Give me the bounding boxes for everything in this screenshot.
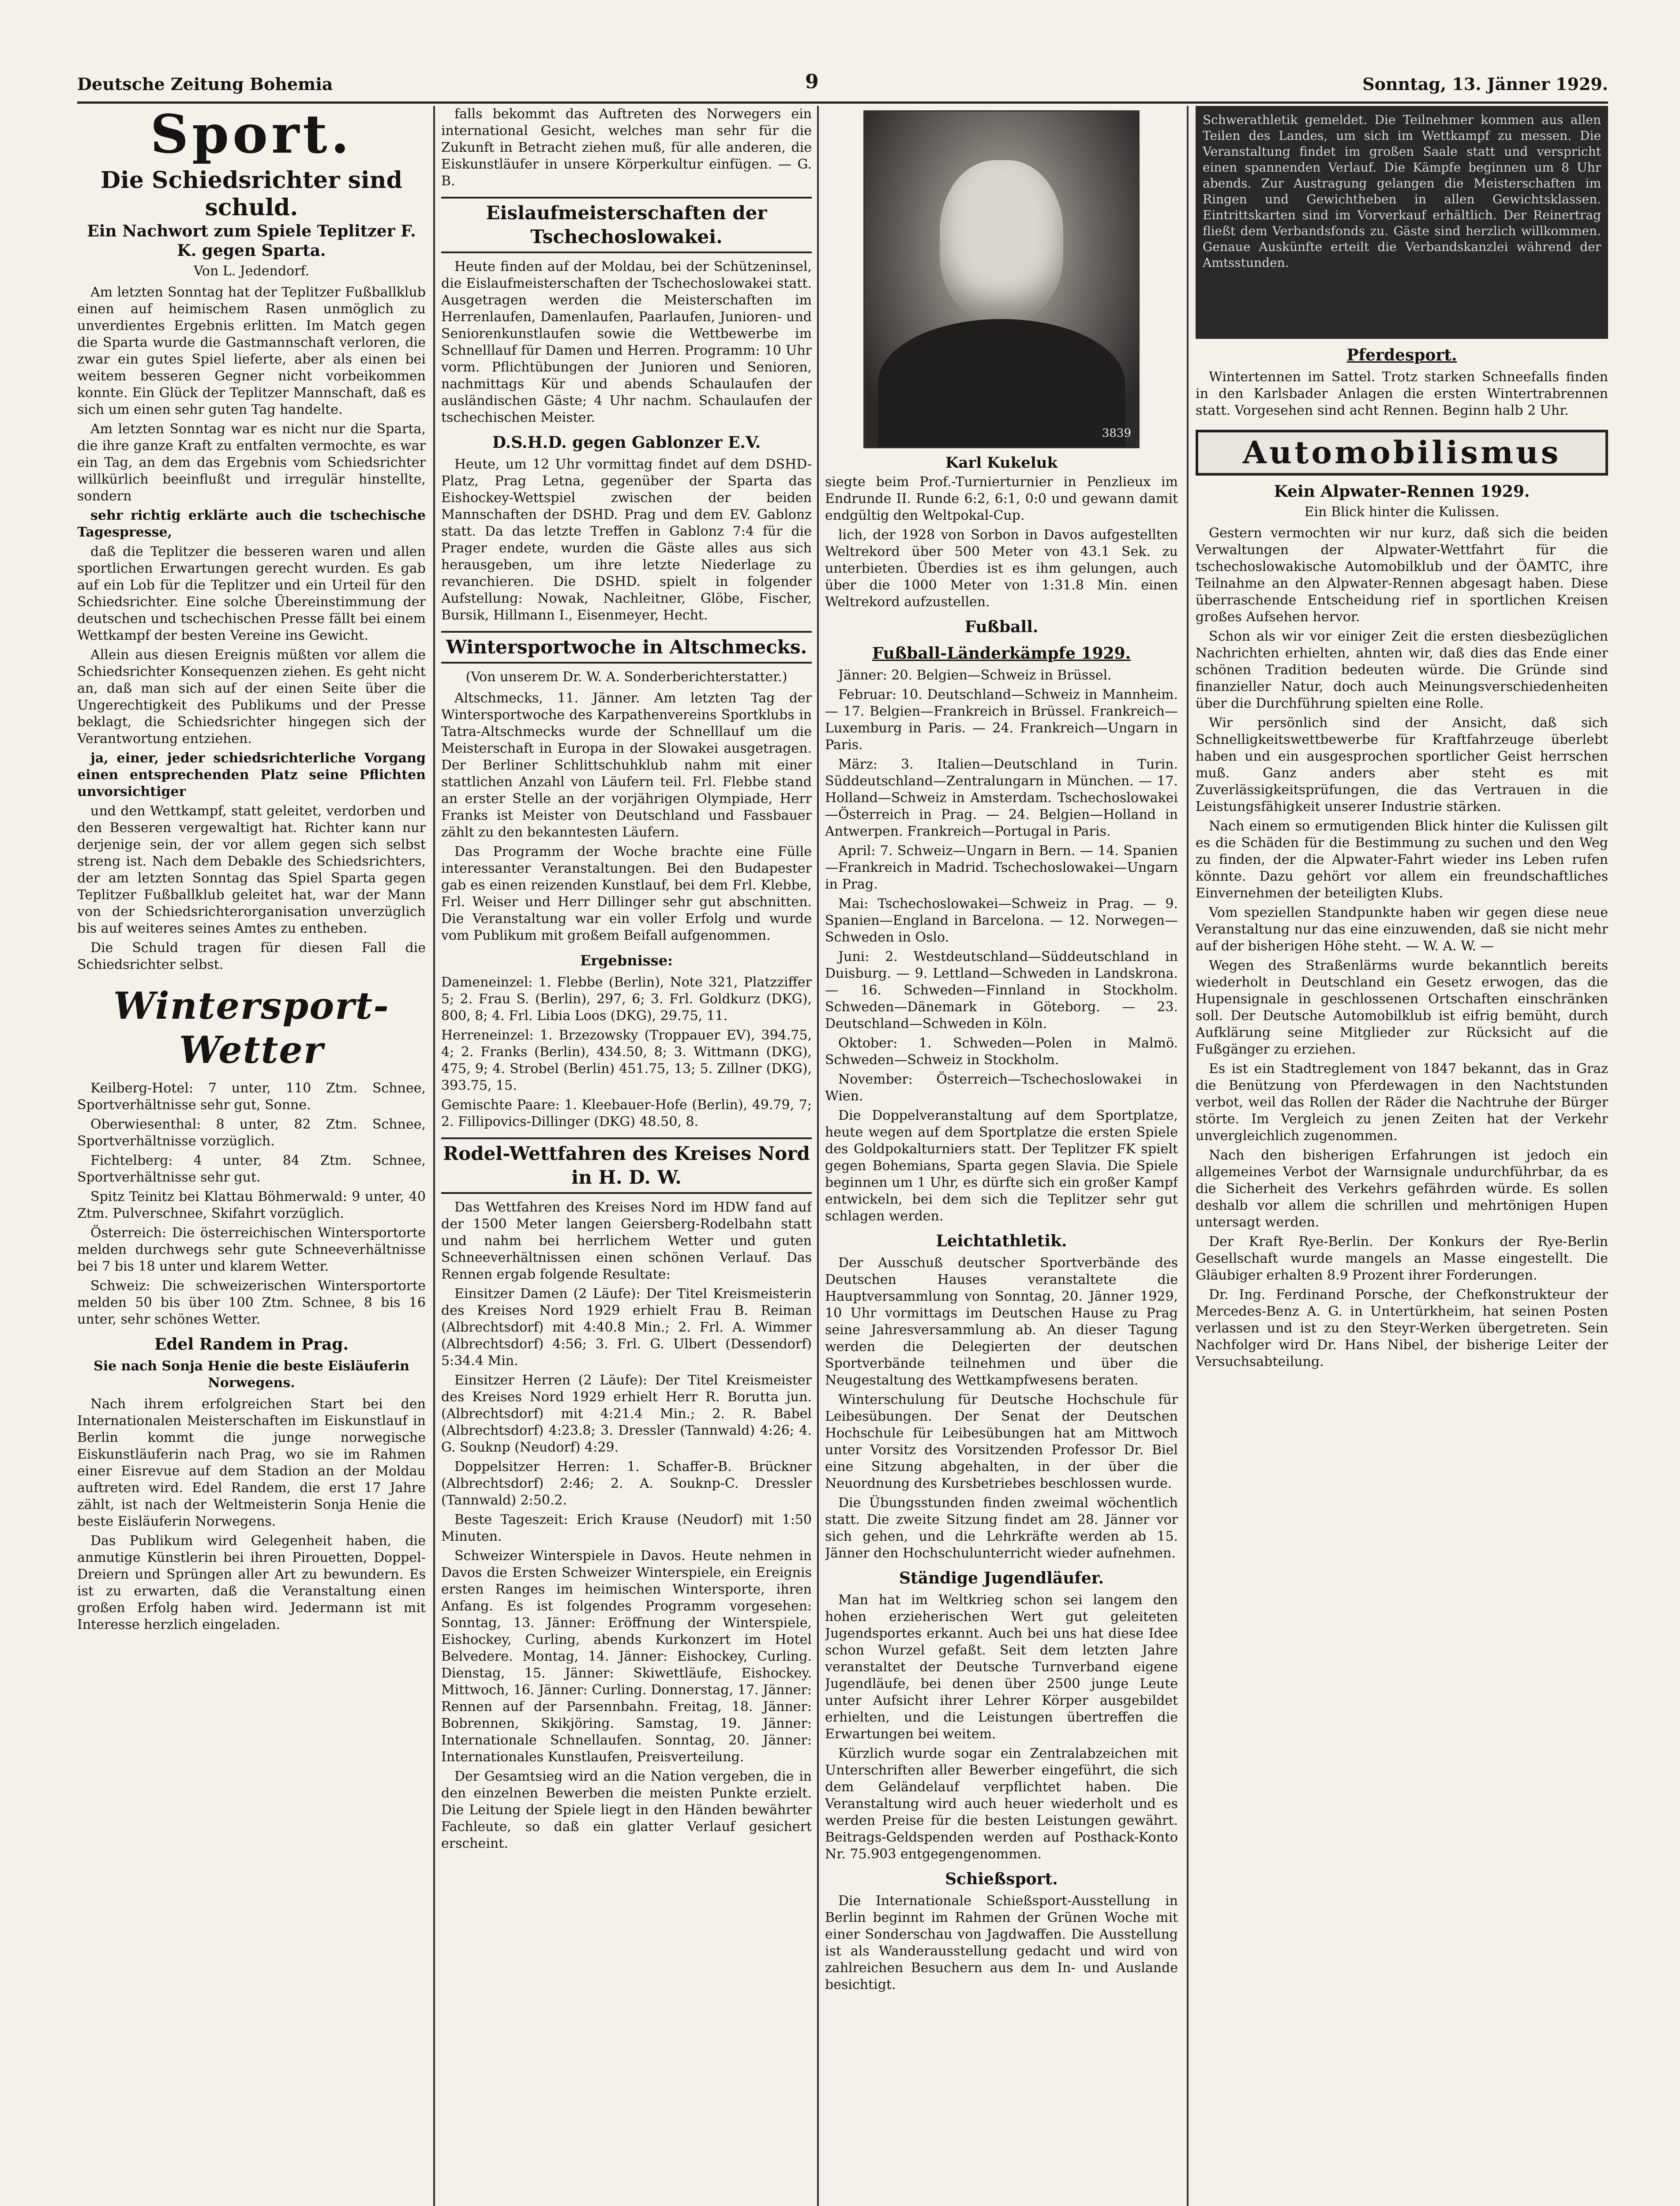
results-line: Dameneinzel: 1. Flebbe (Berlin), Note 321, Platzziffer 5; 2. Frau S. (Berlin), 297, 6; 3. Frl. Goldkurz (DKG), 800, 8; 4. Frl. Libia Loos (DKG), 29.75, 11. bbox=[441, 975, 812, 1024]
laender-headline: Fußball-Länderkämpfe 1929. bbox=[872, 644, 1131, 663]
article-paragraph: Einsitzer Damen (2 Läufe): Der Titel Kreismeisterin des Kreises Nord 1929 erhielt Frau B. Reiman (Albrechtsdorf) mit 4:40.8 Min.; 2. Frl. A. Wimmer (Albrechtsdorf) 4:56; 3. Frl. G. Ulbert (Dessendorf) 5:34.4 Min. bbox=[441, 1286, 812, 1369]
article-paragraph: Wir persönlich sind der Ansicht, daß sich Schnelligkeitswettbewerbe für Kraftfahrzeuge überlebt haben und ein ausgesprochen sportlicher Geist herrschen muß. Ganz anders aber steht es mit Zuverlässigkeitsprüfungen, die das Vertrauen in die Leistungsfähigkeit unserer Industrie stärken. bbox=[1196, 715, 1608, 814]
section-title: Sport. bbox=[150, 106, 353, 165]
article-emphasis: sehr richtig erklärte auch die tschechische Tagespresse, bbox=[77, 508, 426, 540]
alpwater-headline: Kein Alpwater-Rennen 1929. bbox=[1274, 482, 1530, 501]
portrait-photo bbox=[863, 110, 1140, 448]
article-paragraph: Beste Tageszeit: Erich Krause (Neudorf) mit 1:50 Minuten. bbox=[441, 1512, 812, 1544]
article-paragraph: Winterschulung für Deutsche Hochschule für Leibesübungen. Der Senat der Deutschen Hochschule für Leibesübungen hat am Mittwoch unter Vorsitz des Vorsitzenden Professor Dr. Biel eine Sitzung abgehalten, in der über die Neuordnung des Kursbetriebes beschlossen wurde. bbox=[825, 1392, 1178, 1491]
article-paragraph: Nach ihrem erfolgreichen Start bei den Internationalen Meisterschaften im Eiskunstlauf in Berlin kommt die junge norwegische Eiskunstläuferin nach Prag, wo sie im Rahmen einer Eisrevue auf dem Stadion an der Moldau auftreten wird. Edel Randem, die erst 17 Jahre zählt, ist nach der Weltmeisterin Sonja Henie die beste Eisläuferin Norwegens. bbox=[77, 1396, 426, 1529]
column-3 bbox=[825, 106, 1178, 2206]
jugend-heading: Ständige Jugendläufer. bbox=[899, 1569, 1104, 1587]
article-paragraph: Die Schuld tragen für diesen Fall die Schiedsrichter selbst. bbox=[77, 940, 426, 972]
pferdesport-heading: Pferdesport. bbox=[1346, 346, 1457, 364]
weather-report: Österreich: Die österreichischen Wintersportorte melden durchwegs sehr gute Schneeverhältnisse bei 7 bis 18 unter und klarem Wetter. bbox=[77, 1225, 426, 1274]
page-number: 9 bbox=[805, 71, 819, 93]
article-paragraph: Wintertennen im Sattel. Trotz starken Schneefalls finden in den Karlsbader Anlagen die ersten Wintertrabrennen statt. Vorgesehen sind acht Rennen. Beginn halb 2 Uhr. bbox=[1196, 369, 1608, 418]
article-paragraph: Schweizer Winterspiele in Davos. Heute nehmen in Davos die Ersten Schweizer Winterspiele, ein Ereignis ersten Ranges im heimischen Wintersporte, ihren Anfang. Es ist folgendes Programm vorgesehen: Sonntag, 13. Jänner: Eröffnung der Winterspiele, Eishockey, Curling, abends Kurkonzert im Hotel Belvedere. Montag, 14. Jänner: Eishockey, Curling. Dienstag, 15. Jänner: Skiwettläufe, Eishockey. Mittwoch, 16. Jänner: Curling. Donnerstag, 17. Jänner: Rennen auf der Parsennbahn. Freitag, 18. Jänner: Bobrennen, Skikjöring. Samstag, 19. Jänner: Internationale Schnellaufen. Sonntag, 20. Jänner: Internationales Kunstlaufen, Preisverteilung. bbox=[441, 1548, 812, 1765]
column-rule bbox=[1187, 106, 1189, 2206]
randem-subheadline: Sie nach Sonja Henie die beste Eisläuferin Norwegens. bbox=[94, 1358, 409, 1391]
fixture-line: November: Österreich—Tschechoslowakei in Wien. bbox=[825, 1072, 1178, 1104]
article-paragraph: Heute finden auf der Moldau, bei der Schützeninsel, die Eislaufmeisterschaften der Tschechoslowakei statt. Ausgetragen werden die Meisterschaften im Herrenlaufen, Damenlaufen, Paarlaufen, Junioren- und Seniorenkunstlaufen sowie die Wettbewerbe im Schnelllauf für Damen und Herren. Programm: 10 Uhr vorm. Pflichtübungen der Junioren und Senioren, nachmittags Kür und abends Schaulaufen der ausländischen Gäste; 4 Uhr nachm. Schaulaufen der tschechischen Meister. bbox=[441, 259, 812, 425]
article-paragraph: Der Ausschuß deutscher Sportverbände des Deutschen Hauses veranstaltete die Hauptversammlung von Sonntag, 20. Jänner 1929, 10 Uhr vormittags im Deutschen Hause zu Prag seine Jahresversammlung ab. An dieser Tagung werden die Delegierten der deutschen Sportverbände teilnehmen und über die Neugestaltung des Wettkampfwesens beraten. bbox=[825, 1255, 1178, 1388]
results-heading: Ergebnisse: bbox=[580, 952, 673, 969]
column-rule bbox=[817, 106, 819, 2206]
article-paragraph: Man hat im Weltkrieg schon sei langem den hohen erzieherischen Wert gut geleiteten Jugendsportes erkannt. Auch bei uns hat diese Idee schon Wurzel gefaßt. Seit dem letzten Jahre veranstaltet der Deutsche Turnverband eigene Jugendläufe, bei denen über 2500 junge Leute unter Aufsicht ihrer Lehrer Körper ausgebildet erhielten, und die Leistungen übertreffen die Erwartungen bei weitem. bbox=[825, 1592, 1178, 1742]
article-paragraph: Doppelsitzer Herren: 1. Schaffer-B. Brückner (Albrechtsdorf) 2:46; 2. A. Souknp-C. Dressler (Tannwald) 2:50.2. bbox=[441, 1459, 812, 1508]
fixture-line: Jänner: 20. Belgien—Schweiz in Brüssel. bbox=[838, 668, 1112, 683]
article-paragraph: falls bekommt das Auftreten des Norwegers ein international Gesicht, welches man sehr für die Zukunft in Betracht ziehen muß, für alle anderen, die Eiskunstläufer in unsere Körperkultur einfügen. — G. B. bbox=[441, 106, 812, 189]
schiesssport-heading: Schießsport. bbox=[945, 1870, 1058, 1888]
leichtathletik-heading: Leichtathletik. bbox=[936, 1232, 1067, 1250]
automobilismus-banner: Automobilismus bbox=[1196, 430, 1608, 476]
column-4 bbox=[1196, 106, 1608, 2206]
fixture-line: Mai: Tschechoslowakei—Schweiz in Prag. — 9. Spanien—England in Barcelona. — 12. Norwegen—Schweden in Oslo. bbox=[825, 896, 1178, 945]
article-emphasis: ja, einer, jeder schiedsrichterliche Vorgang einen entsprechenden Platz seine Pflichten unvorsichtiger bbox=[77, 750, 426, 799]
byline: Von L. Jedendorf. bbox=[193, 263, 310, 279]
article-paragraph: Die Doppelveranstaltung auf dem Sportplatze, heute wegen auf dem Sportplatze die ersten Spiele des Goldpokalturniers statt. Der Teplitzer FK spielt gegen Bohemians, Sparta gegen Slavia. Die Spiele beginnen um 1 Uhr, es dürfte sich ein großer Kampf entwickeln, bei dem sich die Teplitzer sehr gut schlagen werden. bbox=[825, 1108, 1178, 1224]
article-paragraph: und den Wettkampf, statt geleitet, verdorben und den Besseren vergewaltigt hat. Richter kann nur derjenige sein, der vor allem gegen sich selbst streng ist. Nach dem Debakle des Schiedsrichters, der am letzten Sonntag das Spiel Sparta gegen Teplitzer Fußballklub geleitet hat, war der Mann von der Schiedsrichterorganisation unverzüglich bis auf weiteres seines Amtes zu entheben. bbox=[77, 803, 426, 936]
weather-report: Schweiz: Die schweizerischen Wintersportorte melden 50 bis über 100 Ztm. Schnee, 8 bis 16 unter, sehr schönes Wetter. bbox=[77, 1278, 426, 1327]
portrait-shoulders bbox=[878, 319, 1125, 447]
issue-date: Sonntag, 13. Jänner 1929. bbox=[1362, 74, 1608, 94]
article-paragraph: Altschmecks, 11. Jänner. Am letzten Tag der Wintersportwoche des Karpathenvereins Sportklubs in Tatra-Altschmecks wurde der Schnelllauf um die Meisterschaft in Europa in der Slowakei ausgetragen. Der Berliner Schlittschuhklub nahm mit einer stattlichen Anzahl von Läufern teil. Frl. Flebbe stand an erster Stelle an der vorjährigen Olympiade, Herr Franks ist Meister von Deutschland und Fassbauer zählt zu den bekanntesten Läufern. bbox=[441, 690, 812, 840]
article-paragraph: Dr. Ing. Ferdinand Porsche, der Chefkonstrukteur der Mercedes-Benz A. G. in Untertürkheim, hat seinen Posten verlassen und ist zu den Steyr-Werken übergetreten. Sein Nachfolger wird Dr. Hans Nibel, der bisherige Leiter der Versuchsabteilung. bbox=[1196, 1287, 1608, 1369]
headline: Die Schiedsrichter sind schuld. bbox=[101, 167, 402, 221]
eislauf-headline: Eislaufmeisterschaften der Tschechoslowakei. bbox=[441, 197, 812, 253]
randem-headline: Edel Randem in Prag. bbox=[154, 1335, 349, 1354]
results-line: Herreneinzel: 1. Brzezowsky (Troppauer EV), 394.75, 4; 2. Franks (Berlin), 434.50, 8; 3. Wittmann (DKG), 475, 9; 4. Strobel (Berlin) 451.75, 13; 5. Zillner (DKG), 393.75, 15. bbox=[441, 1028, 812, 1093]
article-paragraph: Heute, um 12 Uhr vormittag findet auf dem DSHD-Platz, Prag Letna, gegenüber der Sparta das Eishockey-Wettspiel zwischen der beiden Mannschaften der DSHD. Prag und dem EV. Gablonz statt. Da das letzte Treffen in Gablonz 7:4 für die Prager endete, wurden die Gäste alles aus sich herausgeben, um ihre letzte Niederlage zu revanchieren. Die DSHD. spielt in folgender Aufstellung: Nowak, Nachleitner, Glöbe, Fischer, Bursik, Hillmann I., Eisenmeyer, Hecht. bbox=[441, 457, 812, 623]
portrait-face bbox=[940, 160, 1063, 319]
article-paragraph: Nach den bisherigen Erfahrungen ist jedoch ein allgemeines Verbot der Warnsignale undurchführbar, da es die Sicherheit des Verkehrs gefährden würde. Es sollen deshalb vor allem die schrillen und mehrtönigen Hupen untersagt werden. bbox=[1196, 1148, 1608, 1230]
article-paragraph: Allein aus diesen Ereignis müßten vor allem die Schiedsrichter Konsequenzen ziehen. Es geht nicht an, daß man sich auf der einen Seite über die Ungerechtigkeit des Publikums und der Presse beklagt, die Schiedsrichter hingegen sich der Verantwortung entziehen. bbox=[77, 647, 426, 747]
dark-printed-block: Schwerathletik gemeldet. Die Teilnehmer kommen aus allen Teilen des Landes, um sich im Wettkampf zu messen. Die Veranstaltung findet im großen Saale statt und verspricht einen spannenden Verlauf. Die Kämpfe beginnen um 8 Uhr abends. Zur Austragung gelangen die Meisterschaften im Ringen und Gewichtheben in allen Gewichtsklassen. Eintrittskarten sind im Vorverkauf erhältlich. Der Reinertrag fließt dem Verbandsfonds zu. Gäste sind herzlich willkommen. Genaue Auskünfte erteilt die Verbandskanzlei während der Amtsstunden. bbox=[1196, 106, 1608, 339]
fixture-line: Juni: 2. Westdeutschland—Süddeutschland in Duisburg. — 9. Lettland—Schweden in Landskrona. — 16. Schweden—Finnland in Stockholm. Schweden—Dänemark in Göteborg. — 23. Deutschland—Schweden in Köln. bbox=[825, 949, 1178, 1032]
article-paragraph: Das Programm der Woche brachte eine Fülle interessanter Veranstaltungen. Bei den Budapester gab es einen reizenden Kunstlauf, bei dem Frl. Klebbe, Frl. Weiser und Herr Dillinger sehr gut abschnitten. Die Veranstaltung war ein voller Erfolg und wurde vom Publikum mit großem Beifall aufgenommen. bbox=[441, 844, 812, 943]
article-paragraph: Der Kraft Rye-Berlin. Der Konkurs der Rye-Berlin Gesellschaft wurde mangels an Masse eingestellt. Die Gläubiger erhalten 8.9 Prozent ihrer Forderungen. bbox=[1196, 1234, 1608, 1283]
column-rule bbox=[433, 106, 435, 2206]
weather-report: Spitz Teinitz bei Klattau Böhmerwald: 9 unter, 40 Ztm. Pulverschnee, Skifahrt vorzüglich. bbox=[77, 1189, 426, 1221]
fixture-line: Oktober: 1. Schweden—Polen in Malmö. Schweden—Schweiz in Stockholm. bbox=[825, 1035, 1178, 1068]
article-paragraph: Vom speziellen Standpunkte haben wir gegen diese neue Veranstaltung nur das eine einzuwenden, daß sie nicht mehr auf der bisherigen Höhe steht. — W. A. W. — bbox=[1196, 905, 1608, 954]
fixture-line: Februar: 10. Deutschland—Schweiz in Mannheim. — 17. Belgien—Frankreich in Brüssel. Frankreich—Luxemburg in Paris. — 24. Frankreich—Ungarn in Paris. bbox=[825, 687, 1178, 753]
article-paragraph: Es ist ein Stadtreglement von 1847 bekannt, das in Graz die Benützung von Pferdewagen in den Nachtstunden verbot, weil das Rollen der Räder die Nachtruhe der Bürger störte. Im Vergleich zu jenen Zeiten hat der Verkehr unvergleichlich zugenommen. bbox=[1196, 1061, 1608, 1144]
rodel-headline: Rodel-Wettfahren des Kreises Nord in H. D. W. bbox=[441, 1137, 812, 1194]
article-paragraph: Gestern vermochten wir nur kurz, daß sich die beiden Verwaltungen der Alpwater-Wettfahrt für die tschechoslowakische Automobilklub und der ÖAMTC, ihre Teilnahme an den Alpwater-Rennen abgesagt haben. Diese überraschende Entscheidung rief in sportlichen Kreisen großes Aufsehen hervor. bbox=[1196, 525, 1608, 625]
weather-report: Keilberg-Hotel: 7 unter, 110 Ztm. Schnee, Sportverhältnisse sehr gut, Sonne. bbox=[77, 1080, 426, 1113]
fixture-line: März: 3. Italien—Deutschland in Turin. Süddeutschland—Zentralungarn in München. — 17. Holland—Schweiz in Amsterdam. Tschechoslowakei—Österreich in Prag. — 24. Belgien—Holland in Antwerpen. Frankreich—Portugal in Paris. bbox=[825, 757, 1178, 839]
fixture-line: April: 7. Schweiz—Ungarn in Bern. — 14. Spanien—Frankreich in Madrid. Tschechoslowakei—Ungarn in Prag. bbox=[825, 843, 1178, 892]
masthead bbox=[77, 71, 1608, 104]
photo-text: siegte beim Prof.-Turnierturnier in Penzlieux im Endrunde II. Runde 6:2, 6:1, 0:0 und gewann damit endgültig den Weltpokal-Cup. bbox=[825, 474, 1178, 523]
weather-report: Oberwiesenthal: 8 unter, 82 Ztm. Schnee, Sportverhältnisse vorzüglich. bbox=[77, 1117, 426, 1149]
article-paragraph: Die Internationale Schießsport-Ausstellung in Berlin beginnt im Rahmen der Grünen Woche mit einer Sonderschau von Jagdwaffen. Die Ausstellung ist als Wanderausstellung gedacht und wird von zahlreichen Besuchern aus dem In- und Auslande besichtigt. bbox=[825, 1893, 1178, 1992]
article-paragraph: lich, der 1928 von Sorbon in Davos aufgestellten Weltrekord über 500 Meter von 43.1 Sek. zu unterbieten. Überdies ist es ihm gelungen, auch über die 1000 Meter von 1:31.8 Min. einen Weltrekord aufzustellen. bbox=[825, 527, 1178, 610]
weather-title: Wintersport-Wetter bbox=[113, 984, 390, 1072]
photo-number: 3839 bbox=[1102, 427, 1131, 440]
wintersport-byline: (Von unserem Dr. W. A. Sonderberichterstatter.) bbox=[465, 669, 788, 685]
subheadline: Ein Nachwort zum Spiele Teplitzer F. K. gegen Sparta. bbox=[87, 222, 416, 260]
article-paragraph: Nach einem so ermutigenden Blick hinter die Kulissen gilt es die Schäden für die Bestimmung zu suchen und den Weg zu finden, der die Alpwater-Fahrt wieder ins Leben rufen könnte. Dazu gehört vor allem ein freundschaftliches Einvernehmen der beteiligten Klubs. bbox=[1196, 818, 1608, 901]
alpwater-subheadline: Ein Blick hinter die Kulissen. bbox=[1304, 504, 1500, 520]
wintersport-headline: Wintersportwoche in Altschmecks. bbox=[441, 631, 812, 664]
column-1 bbox=[77, 106, 426, 2206]
article-paragraph: Kürzlich wurde sogar ein Zentralabzeichen mit Unterschriften aller Bewerber eingeführt, die sich dem Geländelauf verpflichtet haben. Die Veranstaltung wird auch heuer wiederholt und es werden Preise für die besten Leistungen gewährt. Beitrags-Geldspenden werden auf Posthack-Konto Nr. 75.903 entgegengenommen. bbox=[825, 1746, 1178, 1862]
results-line: Gemischte Paare: 1. Kleebauer-Hofe (Berlin), 49.79, 7; 2. Fillipovics-Dillinger (DKG) 48.50, 8. bbox=[441, 1097, 812, 1129]
article-paragraph: Am letzten Sonntag hat der Teplitzer Fußballklub einen auf heimischem Rasen unmöglich zu unverdientes Ergebnis erlitten. Im Match gegen die Sparta wurde die Gastmannschaft verloren, die zwar ein gutes Spiel lieferte, aber als einen bei weitem besseren Gegner nicht vorbeikommen konnte. Ein Glück der Teplitzer Mannschaft, daß es sich um einen sehr guten Tag handelte. bbox=[77, 285, 426, 417]
dshd-headline: D.S.H.D. gegen Gablonzer E.V. bbox=[492, 433, 761, 452]
article-paragraph: Schon als wir vor einiger Zeit die ersten diesbezüglichen Nachrichten erhielten, ahnten wir, daß dies das Ende einer schönen Tradition bedeuten würde. Die Gründe sind finanzieller Natur, doch auch Meinungsverschiedenheiten über die Durchführung spielten eine Rolle. bbox=[1196, 629, 1608, 711]
article-paragraph: Das Wettfahren des Kreises Nord im HDW fand auf der 1500 Meter langen Geiersberg-Rodelbahn statt und nahm bei herrlichem Wetter und guten Schneeverhältnissen einen schönen Verlauf. Das Rennen ergab folgende Resultate: bbox=[441, 1200, 812, 1282]
article-paragraph: Die Übungsstunden finden zweimal wöchentlich statt. Die zweite Sitzung findet am 28. Jänner vor sich gehen, und die Lehrkräfte werden ab 15. Jänner den Hochschulunterricht wieder aufnehmen. bbox=[825, 1495, 1178, 1561]
article-paragraph: Das Publikum wird Gelegenheit haben, die anmutige Künstlerin bei ihren Pirouetten, Doppel-Dreiern und Sprüngen aller Art zu bewundern. Es ist zu erwarten, daß die Veranstaltung einen großen Erfolg haben wird. Jedermann ist mit Interesse herzlich eingeladen. bbox=[77, 1533, 426, 1632]
article-paragraph: Am letzten Sonntag war es nicht nur die Sparta, die ihre ganze Kraft zu entfalten vermochte, es war ein Tag, an dem das Ergebnis vom Schiedsrichter willkürlich beeinflußt und irregulär hinstellte, sondern bbox=[77, 421, 426, 504]
paper-name: Deutsche Zeitung Bohemia bbox=[77, 74, 333, 94]
fussball-heading: Fußball. bbox=[964, 618, 1039, 636]
article-paragraph: Wegen des Straßenlärms wurde bekanntlich bereits wiederholt in Deutschland ein Gesetz erwogen, das die Hupensignale in geschlossenen Ortschaften einschränken soll. Der Deutsche Automobilklub ist eifrig bemüht, durch Aufklärung seine Mitglieder zur Rücksicht auf die Fußgänger zu erziehen. bbox=[1196, 958, 1608, 1057]
column-2 bbox=[441, 106, 812, 2206]
article-paragraph: daß die Teplitzer die besseren waren und allen sportlichen Erwartungen gerecht wurden. Es gab auf ein Lob für die Teplitzer und ein Urteil für den Schiedsrichter. Eine solche Übereinstimmung der deutschen und tschechischen Presse fällt bei einem Wettkampf der besten Vereine ins Gewicht. bbox=[77, 544, 426, 643]
article-paragraph: Der Gesamtsieg wird an die Nation vergeben, die in den einzelnen Bewerben die meisten Punkte erzielt. Die Leitung der Spiele liegt in den Händen bewährter Fachleute, so daß ein glatter Verlauf gesichert erscheint. bbox=[441, 1769, 812, 1851]
weather-report: Fichtelberg: 4 unter, 84 Ztm. Schnee, Sportverhältnisse sehr gut. bbox=[77, 1153, 426, 1185]
article-paragraph: Einsitzer Herren (2 Läufe): Der Titel Kreismeister des Kreises Nord 1929 erhielt Herr R. Borutta jun. (Albrechtsdorf) mit 4:21.4 Min.; 2. R. Babel (Albrechtsdorf) 4:23.8; 3. Dressler (Tannwald) 4:26; 4. G. Souknp (Neudorf) 4:29. bbox=[441, 1373, 812, 1455]
photo-caption: Karl Kukeluk bbox=[945, 454, 1058, 472]
